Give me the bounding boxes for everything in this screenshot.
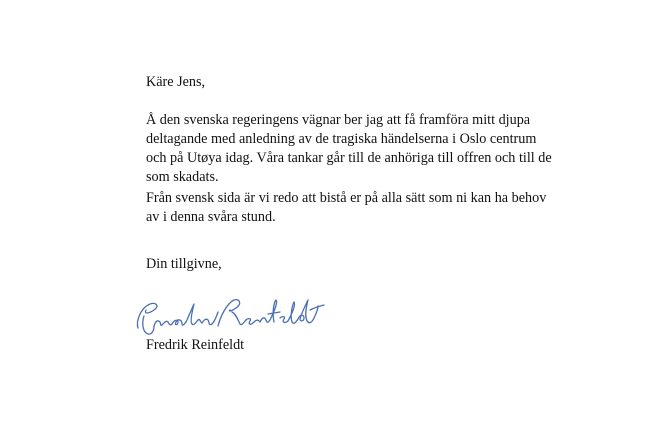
paragraph-1-line-3: och på Utøya idag. Våra tankar går till de anhöriga till offren och till de	[146, 150, 552, 166]
salutation: Käre Jens,	[146, 74, 206, 90]
paragraph-2-line-1: Från svensk sida är vi redo att bistå er på alla sätt som ni kan ha behov	[146, 190, 547, 206]
signer-name: Fredrik Reinfeldt	[146, 337, 245, 353]
signature-drawing	[134, 292, 330, 338]
paragraph-1-line-4: som skadats.	[146, 169, 219, 185]
paragraph-1-line-1: Å den svenska regeringens vägnar ber jag att få framföra mitt djupa	[146, 112, 531, 128]
closing: Din tillgivne,	[146, 256, 222, 272]
handwritten-signature	[134, 292, 330, 338]
paragraph-1-line-2: deltagande med anledning av de tragiska händelserna i Oslo centrum	[146, 131, 537, 147]
paragraph-2-line-2: av i denna svåra stund.	[146, 209, 276, 225]
